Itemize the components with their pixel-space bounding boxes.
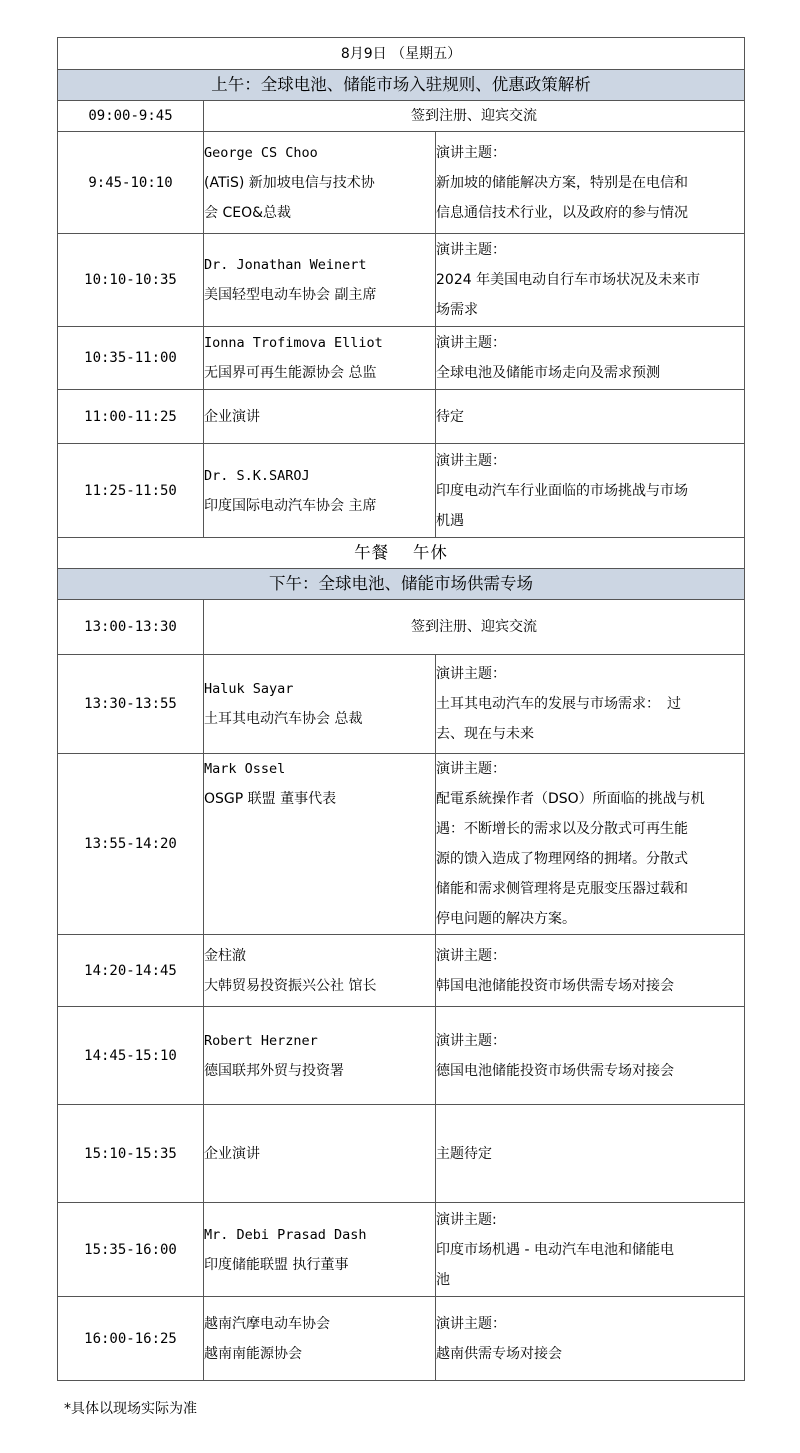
topic-label: 演讲主题： (436, 666, 506, 682)
speaker-title: 越南南能源协会 (204, 1345, 302, 1362)
time-cell: 14:45-15:10 (58, 1007, 204, 1105)
topic-text: 土耳其电动汽车的发展与市场需求： 过 (436, 696, 681, 712)
time-cell: 13:00-13:30 (58, 600, 204, 655)
topic-text: 越南供需专场对接会 (436, 1345, 562, 1362)
table-row (58, 327, 745, 390)
date-row (58, 38, 745, 70)
topic-label: 演讲主题： (436, 335, 506, 351)
speaker-title: 美国轻型电动车协会 副主席 (204, 287, 377, 303)
topic-label: 演讲主题： (436, 761, 506, 777)
topic-cell (436, 1007, 745, 1105)
topic-cell (436, 132, 745, 234)
full-cell: 签到注册、迎宾交流 (204, 101, 745, 132)
speaker-cell (204, 444, 436, 538)
speaker-name: George CS Choo (204, 144, 318, 161)
full-cell: 签到注册、迎宾交流 (204, 600, 745, 655)
topic-text: 配電系統操作者（DSO）所面临的挑战与机 (436, 791, 705, 807)
speaker-title: OSGP 联盟 董事代表 (204, 791, 337, 807)
footnote: *具体以现场实际为准 (64, 1401, 197, 1417)
speaker-name: 越南汽摩电动车协会 (204, 1315, 330, 1332)
topic-text: 印度电动汽车行业面临的市场挑战与市场 (436, 482, 688, 499)
speaker-cell (204, 1105, 436, 1203)
speaker-name: Dr. S.K.SAROJ (204, 467, 310, 484)
topic-label: 演讲主题： (436, 947, 506, 964)
morning-section-row (58, 70, 745, 101)
afternoon-section-title: 下午：全球电池、储能市场供需专场 (58, 569, 745, 600)
topic-text: 待定 (436, 408, 464, 425)
speaker-title: 德国联邦外贸与投资署 (204, 1062, 344, 1079)
table-row (58, 754, 745, 935)
topic-cell (436, 327, 745, 390)
table-row (58, 101, 745, 132)
topic-text: 德国电池储能投资市场供需专场对接会 (436, 1062, 674, 1079)
time-cell: 11:00-11:25 (58, 390, 204, 444)
topic-text: 韩国电池储能投资市场供需专场对接会 (436, 977, 674, 994)
time-cell: 14:20-14:45 (58, 935, 204, 1007)
lunch-label: 午餐 午休 (58, 538, 745, 569)
table-row (58, 444, 745, 538)
topic-cell (436, 390, 745, 444)
topic-text: 2024 年美国电动自行车市场状况及未来市 (436, 272, 701, 288)
topic-text: 主题待定 (436, 1145, 492, 1162)
topic-cell (436, 1105, 745, 1203)
table-row (58, 1105, 745, 1203)
speaker-title: 印度储能联盟 执行董事 (204, 1256, 349, 1273)
speaker-name: 金柱澈 (204, 947, 246, 964)
topic-text: 储能和需求侧管理将是克服变压器过载和 (436, 881, 688, 897)
topic-text: 场需求 (436, 302, 478, 318)
topic-cell (436, 655, 745, 754)
topic-cell (436, 1203, 745, 1297)
topic-text: 印度市场机遇 - 电动汽车电池和储能电 (436, 1241, 674, 1258)
table-row (58, 234, 745, 327)
speaker-name: Ionna Trofimova Elliot (204, 335, 383, 351)
time-cell: 10:35-11:00 (58, 327, 204, 390)
topic-text: 信息通信技术行业，以及政府的参与情况 (436, 204, 688, 221)
time-cell: 10:10-10:35 (58, 234, 204, 327)
table-row (58, 1007, 745, 1105)
time-cell: 13:30-13:55 (58, 655, 204, 754)
schedule-table (57, 37, 745, 1381)
speaker-title: 会 CEO&总裁 (204, 204, 292, 221)
topic-label: 演讲主题: (436, 1211, 497, 1228)
topic-label: 演讲主题： (436, 1032, 506, 1049)
topic-text: 源的馈入造成了物理网络的拥堵。分散式 (436, 851, 688, 867)
afternoon-section-row (58, 569, 745, 600)
morning-section-title: 上午：全球电池、储能市场入驻规则、优惠政策解析 (58, 70, 745, 101)
topic-cell (436, 234, 745, 327)
time-cell: 9:45-10:10 (58, 132, 204, 234)
topic-label: 演讲主题： (436, 242, 506, 258)
speaker-cell (204, 1007, 436, 1105)
speaker-title: 土耳其电动汽车协会 总裁 (204, 711, 363, 727)
speaker-cell (204, 655, 436, 754)
speaker-cell (204, 390, 436, 444)
time-cell: 09:00-9:45 (58, 101, 204, 132)
topic-text: 停电问题的解决方案。 (436, 911, 576, 927)
table-row (58, 935, 745, 1007)
speaker-title: (ATiS) 新加坡电信与技术协 (204, 174, 375, 191)
topic-cell (436, 754, 745, 935)
speaker-cell (204, 754, 436, 935)
speaker-title: 印度国际电动汽车协会 主席 (204, 497, 377, 514)
table-row (58, 655, 745, 754)
speaker-name: 企业演讲 (204, 408, 260, 425)
topic-label: 演讲主题： (436, 452, 506, 469)
topic-text: 新加坡的储能解决方案，特别是在电信和 (436, 174, 688, 191)
speaker-cell (204, 132, 436, 234)
speaker-name: 企业演讲 (204, 1145, 260, 1162)
topic-text: 遇：不断增长的需求以及分散式可再生能 (436, 821, 688, 837)
topic-text: 全球电池及储能市场走向及需求预测 (436, 365, 660, 381)
speaker-title: 无国界可再生能源协会 总监 (204, 365, 377, 381)
speaker-name: Haluk Sayar (204, 681, 294, 697)
time-cell: 13:55-14:20 (58, 754, 204, 935)
table-row (58, 600, 745, 655)
speaker-cell (204, 935, 436, 1007)
speaker-cell (204, 1203, 436, 1297)
topic-text: 机遇 (436, 512, 464, 529)
topic-cell (436, 444, 745, 538)
table-row (58, 1203, 745, 1297)
topic-text: 池 (436, 1271, 450, 1288)
speaker-cell (204, 1297, 436, 1381)
speaker-name: Mr. Debi Prasad Dash (204, 1226, 367, 1243)
topic-label: 演讲主题： (436, 144, 506, 161)
topic-cell (436, 935, 745, 1007)
speaker-cell (204, 327, 436, 390)
table-row (58, 1297, 745, 1381)
topic-label: 演讲主题： (436, 1315, 506, 1332)
lunch-row (58, 538, 745, 569)
topic-text: 去、现在与未来 (436, 726, 534, 742)
table-row (58, 390, 745, 444)
time-cell: 15:35-16:00 (58, 1203, 204, 1297)
date-label: 8月9日 （星期五） (58, 38, 745, 70)
speaker-name: Dr. Jonathan Weinert (204, 257, 367, 273)
speaker-cell (204, 234, 436, 327)
speaker-name: Robert Herzner (204, 1032, 318, 1049)
speaker-name: Mark Ossel (204, 761, 286, 777)
time-cell: 15:10-15:35 (58, 1105, 204, 1203)
table-row (58, 132, 745, 234)
topic-cell (436, 1297, 745, 1381)
speaker-title: 大韩贸易投资振兴公社 馆长 (204, 977, 377, 994)
time-cell: 16:00-16:25 (58, 1297, 204, 1381)
time-cell: 11:25-11:50 (58, 444, 204, 538)
